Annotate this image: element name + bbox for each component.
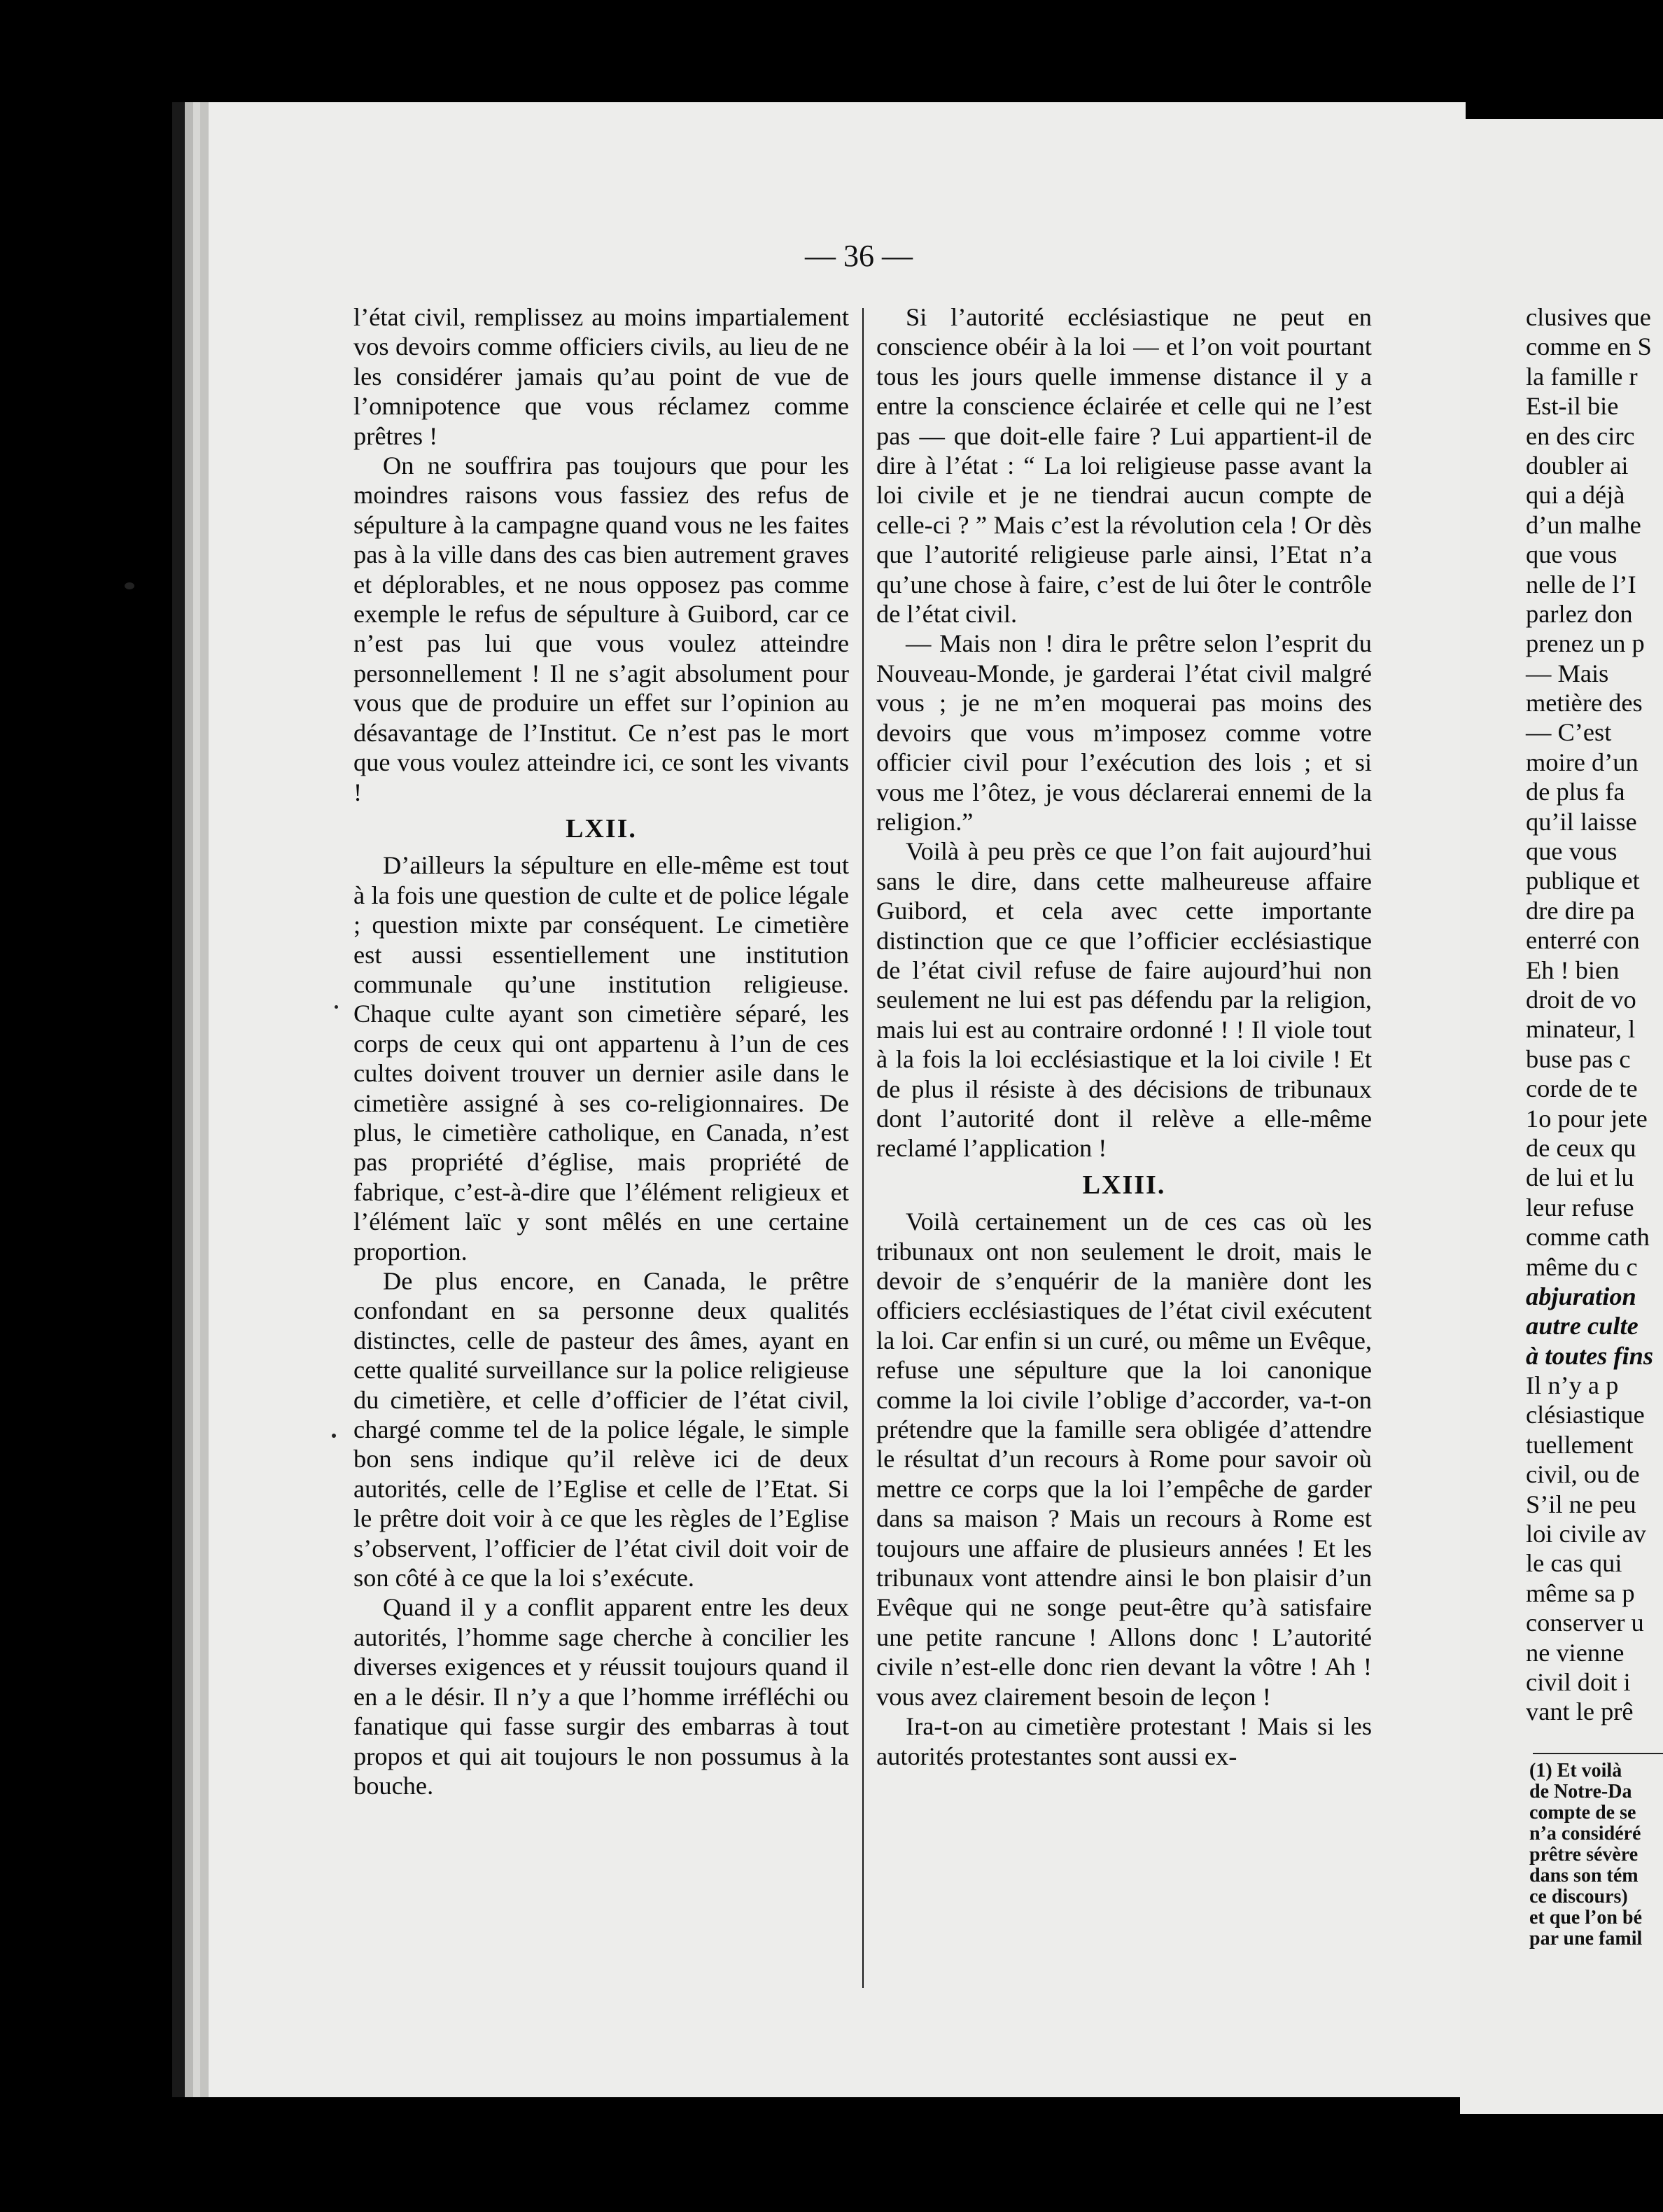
right-page-column-fragments xyxy=(1526,302,1663,1727)
right-column-line: le cas qui xyxy=(1526,1549,1622,1578)
ink-speck xyxy=(125,582,134,589)
right-column-line: même sa p xyxy=(1526,1578,1635,1607)
right-column-line: que vous xyxy=(1526,540,1618,569)
right-column-line: nelle de l’I xyxy=(1526,570,1636,598)
right-footnote-line: et que l’on bé xyxy=(1529,1907,1642,1928)
column-divider xyxy=(862,308,864,1988)
right-column-line: de lui et lu xyxy=(1526,1163,1634,1192)
ink-speck xyxy=(332,1434,336,1438)
right-column-line: la famille r xyxy=(1526,362,1638,391)
right-footnote-line: prêtre sévère xyxy=(1529,1844,1639,1865)
right-column-line: que vous xyxy=(1526,837,1618,866)
right-footnote-line: n’a considéré xyxy=(1529,1823,1641,1844)
paragraph: Quand il y a conflit apparent entre les deux autorités, l’homme sage cherche à concilier les diverses exigences et y réussit toujours quand il en a le désir. Il n’y a que l’homme irréfléchi ou fanatique qui fasse surgir des embarras à tout propos et qui ait toujours le non possumus à la bouche. xyxy=(353,1593,849,1800)
right-column-line: droit de vo xyxy=(1526,985,1636,1014)
right-column-line: doubler ai xyxy=(1526,451,1629,479)
right-column-line: — C’est xyxy=(1526,718,1612,747)
paragraph: D’ailleurs la sépulture en elle-même est tout à la fois une question de culte et de police légale ; question mixte par conséquent. Le cimetière est aussi essentiellement une institution communale qu’une institution religieuse. Chaque culte ayant son cimetière séparé, les corps de ceux qui ont appartenu à l’un de ces cultes doivent trouver un dernier asile dans le cimetière assigné à ses co-religionnaires. De plus, le cimetière catholique, en Canada, n’est pas propriété d’église, mais propriété de fabrique, c’est-à-dire que l’élément religieux et l’élément laïc y sont mêlés en une certaine proportion. xyxy=(353,851,849,1266)
right-footnote-line: dans son tém xyxy=(1529,1865,1639,1886)
right-column-line: prenez un p xyxy=(1526,629,1645,658)
middle-column xyxy=(876,302,1372,1771)
paragraph: Ira-t-on au cimetière protestant ! Mais si les autorités protestantes sont aussi ex- xyxy=(876,1712,1372,1770)
right-column-line: publique et xyxy=(1526,867,1640,895)
ink-speck xyxy=(335,1005,338,1009)
paragraph: Voilà certainement un de ces cas où les tribunaux ont non seulement le droit, mais le devoir de s’enquérir de la manière dont les officiers ecclésiastiques de l’état civil exécutent la loi. Car enfin si un curé, ou même un Evêque, refuse une sépulture que la loi canonique comme la loi civile l’oblige d’accorder, va-t-on prétendre que la famille sera obligée d’attendre le résultat d’un recours à Rome pour savoir où mettre ce corps que la loi l’empêche de garder dans sa maison ? Mais un recours à Rome est toujours une affaire de plusieurs années ! Et les tribunaux vont attendre ainsi le bon plaisir d’un Evêque qui ne songe peut-être qu’à satisfaire une petite rancune ! Allons donc ! L’autorité civile n’est-elle donc rien devant la vôtre ! Ah ! vous avez clairement besoin de leçon ! xyxy=(876,1208,1372,1711)
right-column-line: de ceux qu xyxy=(1526,1133,1636,1162)
paragraph: — Mais non ! dira le prêtre selon l’esprit du Nouveau-Monde, je garderai l’état civil malgré vous ; je ne m’en moquerai pas moins des devoirs que vous m’imposez comme votre officier civil pour l’exécution des lois ; et si vous me l’ôtez, je vous déclarerai ennemi de la religion.” xyxy=(876,629,1372,836)
right-column-line: Il n’y a p xyxy=(1526,1371,1619,1400)
page-number: — 36 — xyxy=(805,239,913,273)
right-column-line: abjuration xyxy=(1526,1282,1636,1310)
right-column-line: moire d’un xyxy=(1526,748,1639,776)
right-column-line: metière des xyxy=(1526,689,1643,718)
right-column-line: civil, ou de xyxy=(1526,1460,1640,1489)
right-column-line: qui a déjà xyxy=(1526,481,1625,510)
right-column-line: 1o pour jete xyxy=(1526,1104,1648,1133)
right-footnote-line: par une famil xyxy=(1529,1928,1643,1949)
right-column-line: loi civile av xyxy=(1526,1520,1646,1548)
right-column-line: enterré con xyxy=(1526,926,1640,955)
right-column-line: comme en S xyxy=(1526,332,1652,361)
paragraph: De plus encore, en Canada, le prêtre confondant en sa personne deux qualités distinctes, celle de pasteur des âmes, ayant en cette qualité surveillance sur la police religieuse du cimetière, et celle d’officier de l’état civil, chargé comme tel de la police légale, le simple bon sens indique qu’il relève ici de deux autorités, celle de l’Eglise et celle de l’Etat. Si le prêtre doit voir à ce que les règles de l’Eglise s’observent, l’officier de l’état civil doit voir de son côté à ce que la loi s’exécute. xyxy=(353,1267,849,1592)
section-heading: LXIII. xyxy=(1082,1170,1166,1200)
right-column-line: Est-il bie xyxy=(1526,392,1619,421)
right-column-line: comme cath xyxy=(1526,1223,1650,1252)
right-column-line: Eh ! bien xyxy=(1526,955,1620,984)
right-column-line: — Mais xyxy=(1526,659,1609,687)
right-column-line: tuellement xyxy=(1526,1430,1634,1459)
right-column-line: civil doit i xyxy=(1526,1667,1631,1696)
right-column-line: même du c xyxy=(1526,1252,1638,1281)
right-column-line: corde de te xyxy=(1526,1074,1638,1103)
section-heading: LXII. xyxy=(566,813,637,844)
footnote-rule xyxy=(1533,1753,1663,1754)
left-column xyxy=(353,302,849,1800)
right-page-footnote-fragments xyxy=(1529,1760,1642,1949)
paragraph: l’état civil, remplissez au moins impartialement vos devoirs comme officiers civils, au lieu de ne les considérer jamais qu’au point de vue de l’omnipotence que vous réclamez comme prêtres ! xyxy=(353,303,849,450)
paragraph: On ne souffrira pas toujours que pour les moindres raisons vous fassiez des refus de sépulture à la campagne quand vous ne les faites pas à la ville dans des cas bien autrement graves et déplorables, et ne nous opposez pas comme exemple le refus de sépulture à Guibord, car ce n’est pas lui que vous voulez atteindre personnellement ! Il ne s’agit absolument pour vous que de produire un effet sur l’opinion au désavantage de l’Institut. Ce n’est pas le mort que vous voulez atteindre ici, ce sont les vivants ! xyxy=(353,451,849,806)
right-footnote-line: de Notre-Da xyxy=(1529,1781,1632,1802)
right-column-line: conserver u xyxy=(1526,1609,1644,1637)
right-column-line: clusives que xyxy=(1526,303,1651,331)
paragraph: Si l’autorité ecclésiastique ne peut en conscience obéir à la loi — et l’on voit pourtant tous les jours quelle immense distance il y a entre la conscience éclairée et celle qui ne l’est pas — que doit-elle faire ? Lui appartient-il de dire à l’état : “ La loi religieuse passe avant la loi civile et je ne tiendrai aucun compte de celle-ci ? ” Mais c’est la révolution cela ! Or dès que l’autorité religieuse parle ainsi, l’Etat n’a qu’une chose à faire, c’est de lui ôter le contrôle de l’état civil. xyxy=(876,303,1372,629)
right-column-line: buse pas c xyxy=(1526,1044,1631,1073)
right-column-line: de plus fa xyxy=(1526,778,1625,806)
right-column-line: vant le prê xyxy=(1526,1698,1634,1726)
paragraph: Voilà à peu près ce que l’on fait aujourd’hui sans le dire, dans cette malheureuse affaire Guibord, et cela avec cette importante distinction que ce que l’officier ecclésiastique de l’état civil refuse de faire aujourd’hui non seulement ne lui est pas défendu par la religion, mais lui est au contraire ordonné ! ! Il viole tout à la fois la loi ecclésiastique et la loi civile ! Et de plus il résiste à des décisions de tribunaux dont l’autorité dont il relève a elle-même reclamé l’application ! xyxy=(876,837,1372,1163)
right-column-line: dre dire pa xyxy=(1526,896,1635,925)
right-column-line: autre culte xyxy=(1526,1312,1639,1340)
right-column-line: leur refuse xyxy=(1526,1193,1634,1222)
right-footnote-line: compte de se xyxy=(1529,1802,1636,1823)
right-column-line: qu’il laisse xyxy=(1526,807,1637,836)
right-column-line: parlez don xyxy=(1526,599,1633,628)
right-column-line: clésiastique xyxy=(1526,1401,1645,1429)
right-column-line: en des circ xyxy=(1526,421,1635,450)
right-column-line: minateur, l xyxy=(1526,1015,1636,1044)
right-column-line: ne vienne xyxy=(1526,1638,1625,1667)
right-column-line: S’il ne peu xyxy=(1526,1490,1636,1518)
right-footnote-line: (1) Et voilà xyxy=(1529,1760,1622,1782)
right-column-line: d’un malhe xyxy=(1526,510,1641,539)
right-footnote-line: ce discours) xyxy=(1529,1886,1628,1907)
right-column-line: à toutes fins xyxy=(1526,1341,1653,1370)
